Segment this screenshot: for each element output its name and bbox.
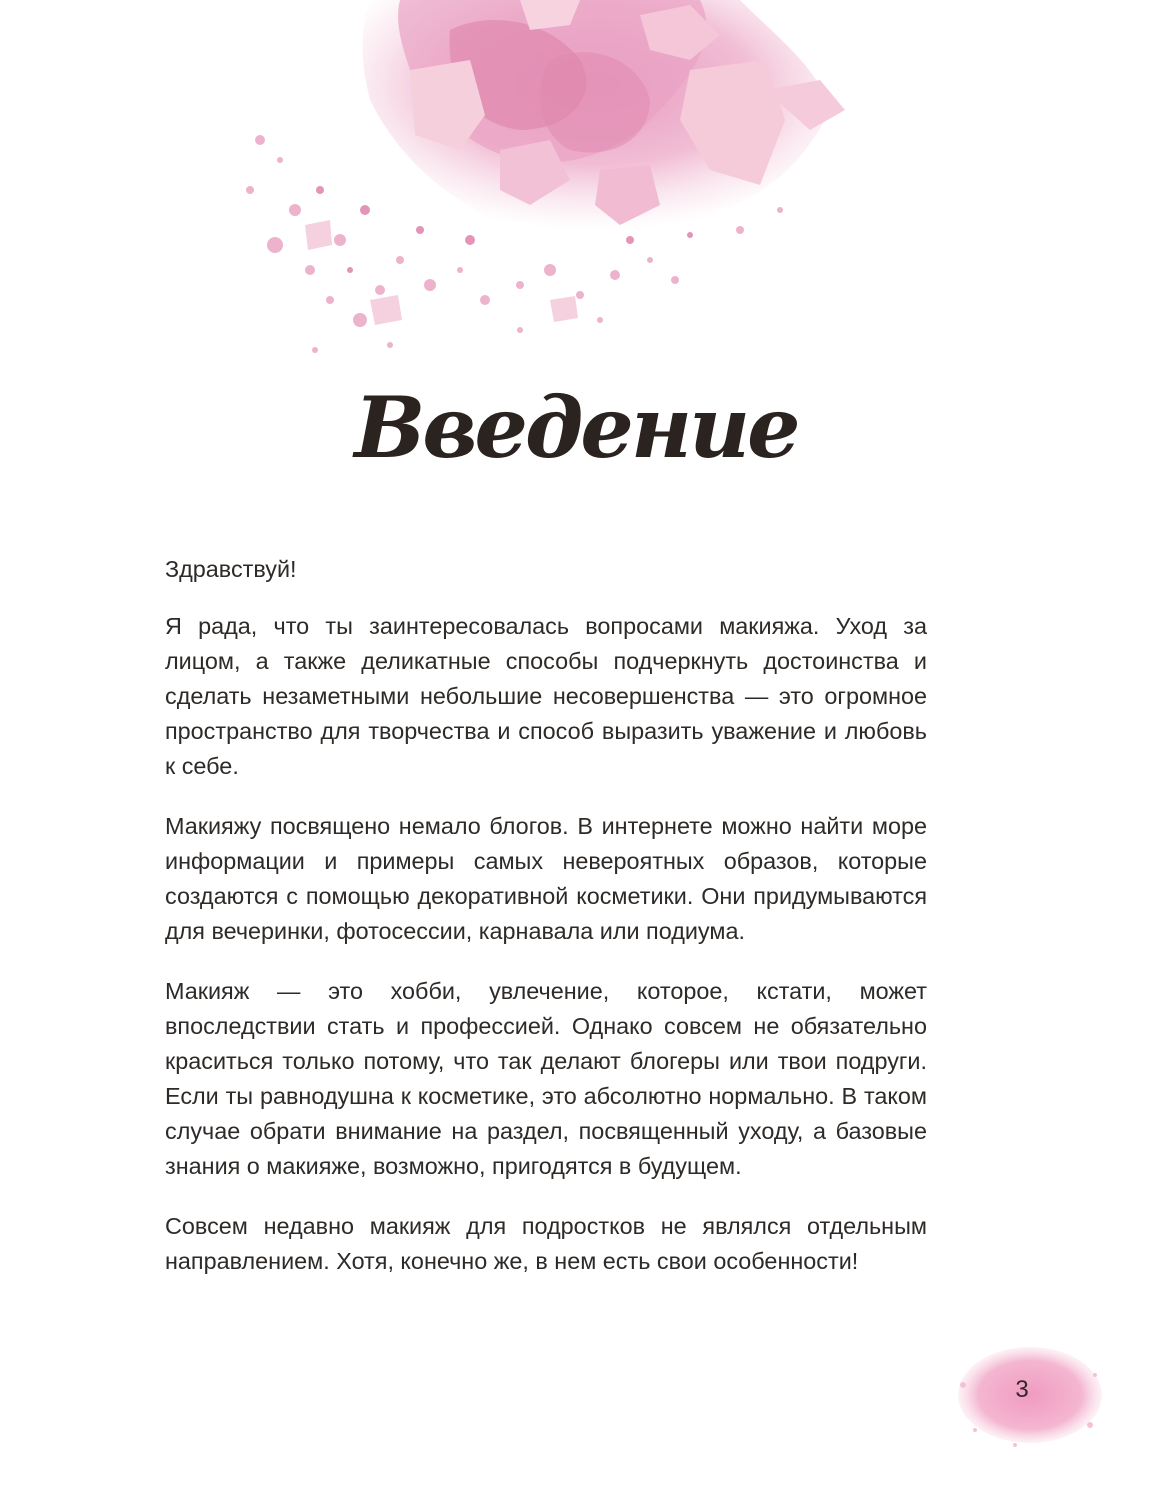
paragraph: Я рада, что ты заинтересовалась вопросами макияжа. Уход за лицом, а также деликатные способы подчеркнуть достоинства и сделать незаметными небольшие несовершенства — это огромное пространство для творчества и способ выразить уважение и любовь к себе. <box>165 613 927 779</box>
paragraph: Макияж — это хобби, увлечение, которое, кстати, может впоследствии стать и профессией. Однако совсем не обязательно краситься только потому, что так делают блогеры или твои подруги. Если ты равнодушна к косметике, это абсолютно нормально. В таком случае обрати внимание на раздел, посвященный уходу, а базовые знания о макияже, возможно, пригодятся в будущем. <box>165 978 927 1179</box>
page-title: Введение <box>354 378 798 477</box>
paragraph: Макияжу посвящено немало блогов. В интернете можно найти море информации и примеры самых невероятных образов, которые создаются с помощью декоративной косметики. Они придумываются для вечеринки, фотосессии, карнавала или подиума. <box>165 813 927 944</box>
greeting-paragraph: Здравствуй! <box>165 556 297 582</box>
crushed-powder-image <box>220 0 880 370</box>
page-number: 3 <box>1015 1376 1029 1403</box>
paragraph: Совсем недавно макияж для подростков не являлся отдельным направлением. Хотя, конечно же, в нем есть свои особенности! <box>165 1213 927 1274</box>
body-text <box>165 552 927 1304</box>
